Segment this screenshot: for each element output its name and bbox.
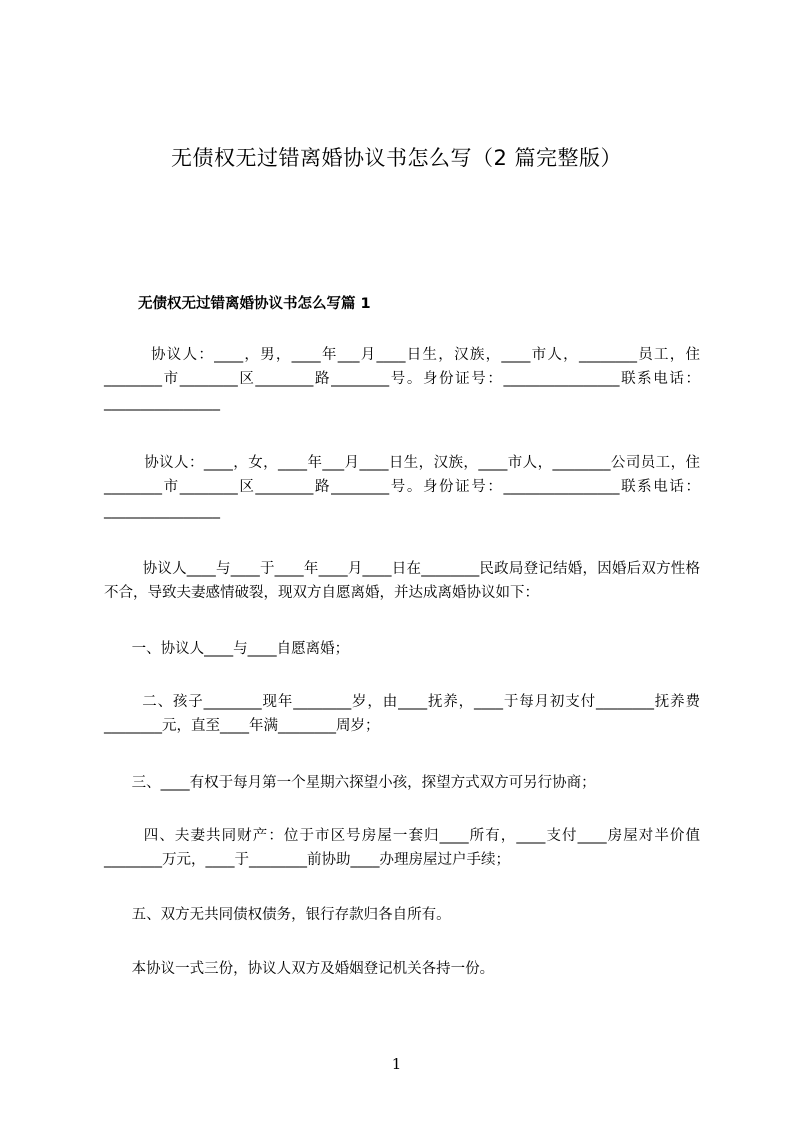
party-one-info-paragraph: 协议人：____，男，____年___月____日生，汉族，____市人，________员工，住________市________区________路________号。身份证号：________________联系电话：________________	[104, 347, 701, 411]
copies-statement-paragraph: 本协议一式三份，协议人双方及婚姻登记机关各持一份。	[104, 961, 495, 977]
page-number: 1	[391, 1055, 402, 1073]
clause-two-paragraph: 二、孩子________现年________岁，由____抚养，____于每月初支付________抚养费________元，直至____年满________周岁；	[104, 694, 701, 734]
clause-four-paragraph: 四、夫妻共同财产：位于市区号房屋一套归____所有，____支付____房屋对半价值________万元，____于________前协助____办理房屋过户手续；	[104, 828, 701, 868]
clause-five-paragraph: 五、双方无共同债权债务，银行存款归各自所有。	[104, 907, 451, 923]
section-heading: 无债权无过错离婚协议书怎么写篇 1	[138, 296, 371, 312]
document-title: 无债权无过错离婚协议书怎么写（2 篇完整版）	[170, 146, 623, 170]
party-two-info-paragraph: 协议人：____，女，____年___月____日生，汉族，____市人，________公司员工，住________市________区________路________号。身份证号：________________联系电话：________________	[104, 455, 701, 519]
clause-three-paragraph: 三、____有权于每月第一个星期六探望小孩，探望方式双方可另行协商；	[104, 775, 596, 791]
marriage-registration-paragraph: 协议人____与____于____年____月____日在________民政局登记结婚，因婚后双方性格不合，导致夫妻感情破裂，现双方自愿离婚，并达成离婚协议如下：	[104, 561, 701, 601]
clause-one-paragraph: 一、协议人____与____自愿离婚；	[104, 641, 350, 657]
